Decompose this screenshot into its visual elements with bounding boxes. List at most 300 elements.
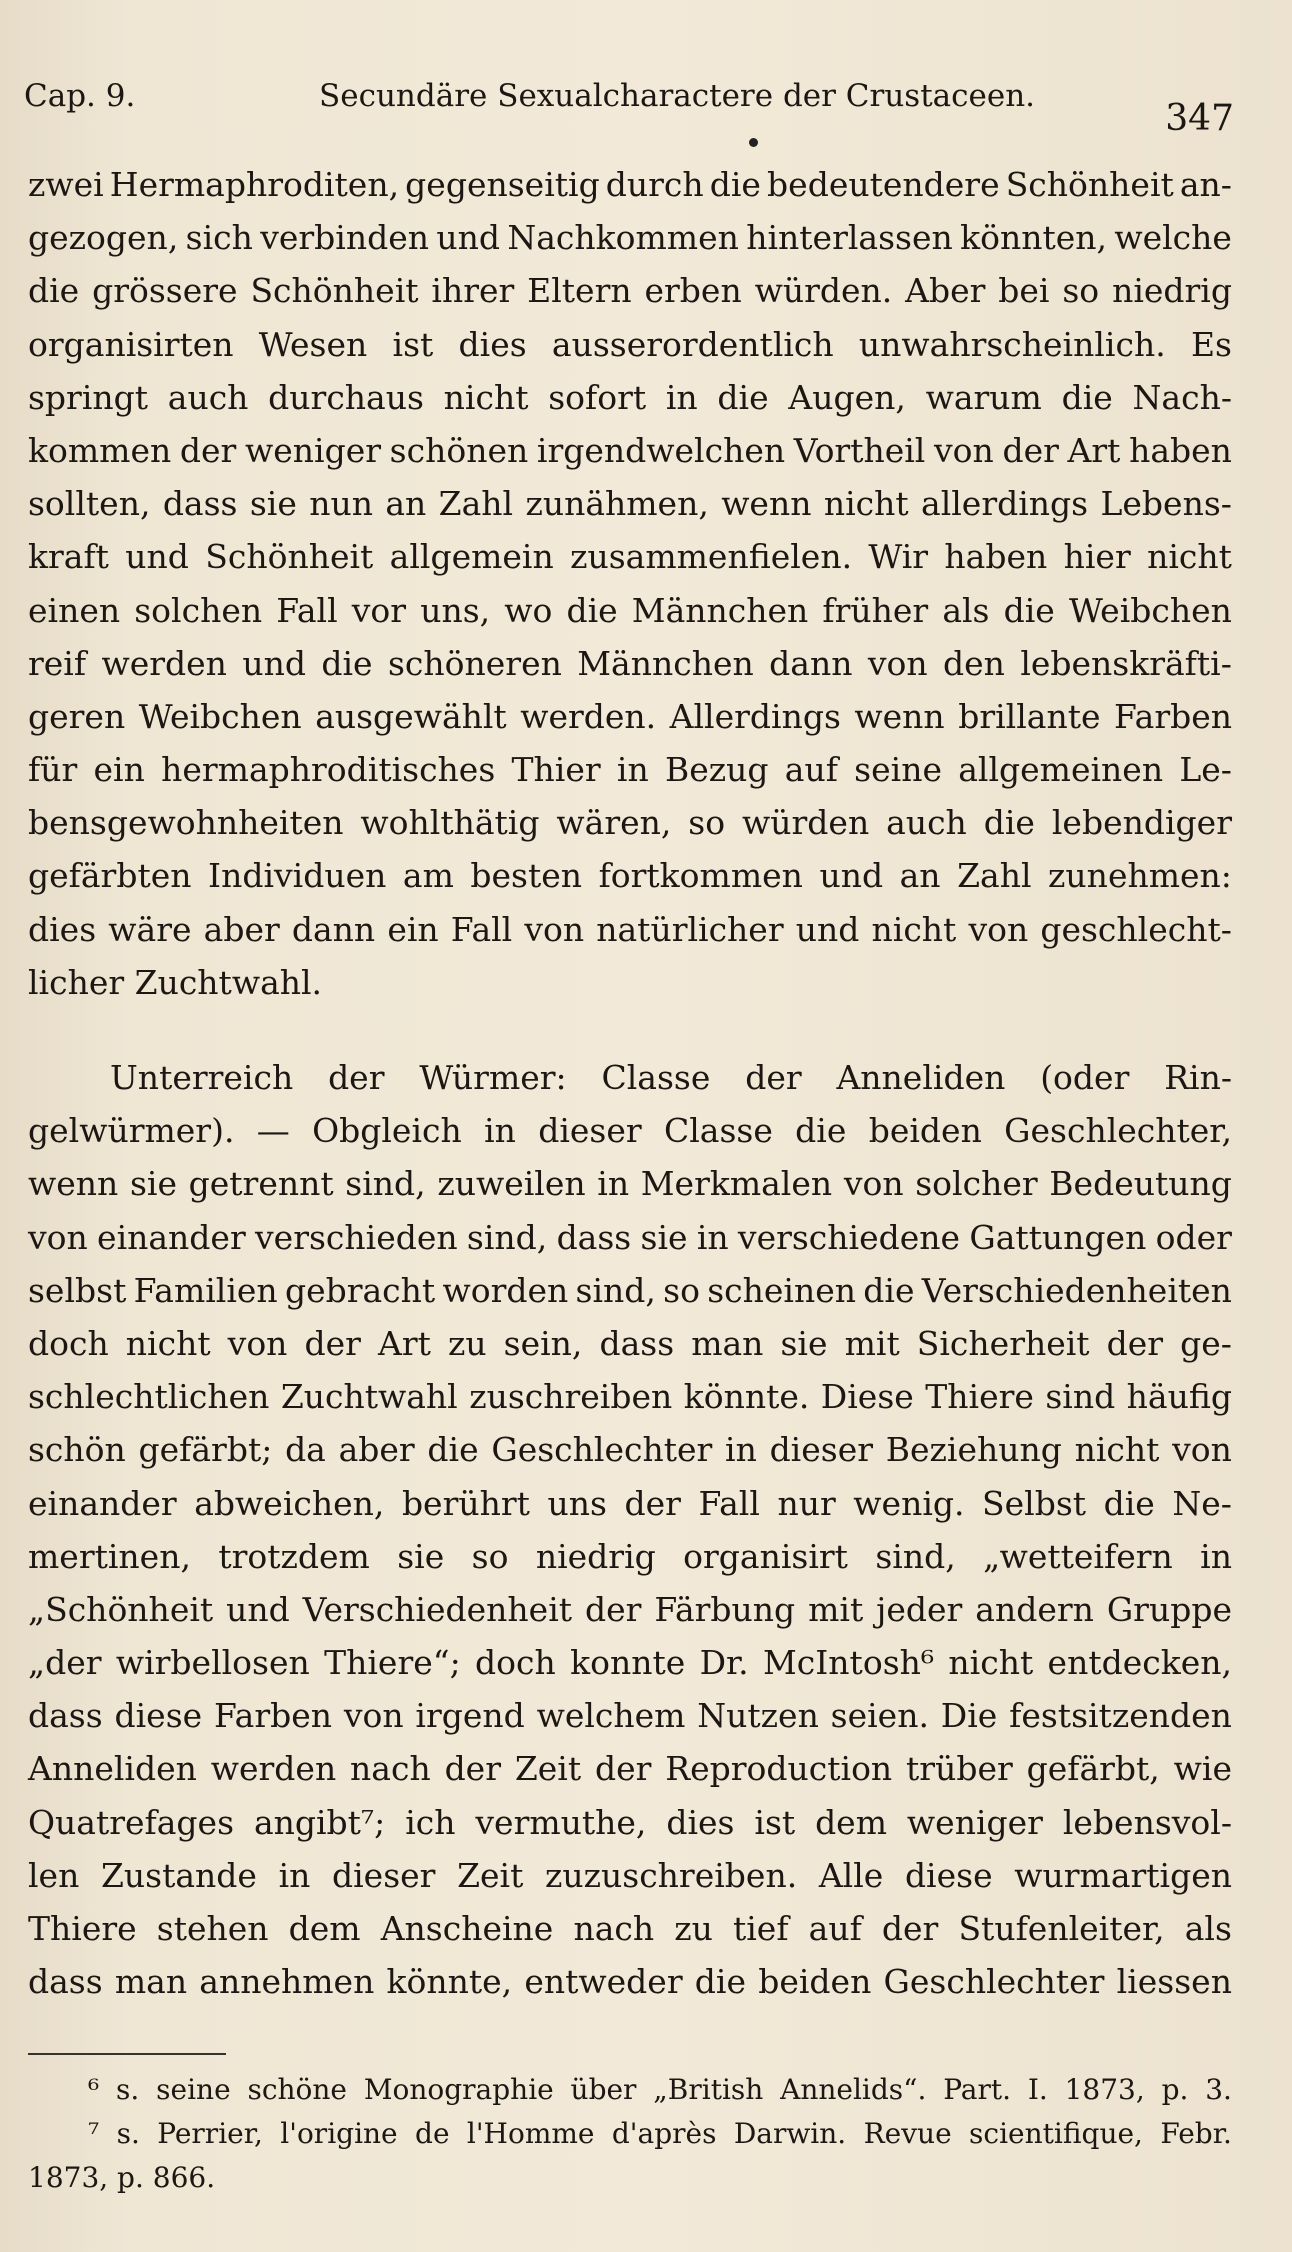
word: in xyxy=(484,1111,516,1151)
word: „wetteifern xyxy=(983,1536,1173,1576)
text-line xyxy=(28,1636,1232,1689)
word: von xyxy=(1172,1430,1232,1470)
word: so xyxy=(688,803,726,843)
word: Männchen xyxy=(577,643,754,683)
text-line xyxy=(28,903,1232,956)
word: nicht xyxy=(443,377,529,417)
paragraph-1 xyxy=(28,158,1232,1009)
text-line xyxy=(28,690,1232,743)
word: dann xyxy=(291,909,376,949)
word: l'origine xyxy=(280,2117,398,2150)
word: dem xyxy=(815,1802,888,1842)
word: Nachkommen xyxy=(507,218,739,258)
word: entweder xyxy=(524,1962,683,2002)
word: sie xyxy=(780,1323,828,1363)
word: wenn xyxy=(28,1164,119,1204)
word: geschlecht- xyxy=(1040,909,1232,949)
word: sie xyxy=(397,1536,445,1576)
word: Verschiedenheiten xyxy=(921,1270,1232,1310)
word: lebensvol- xyxy=(1062,1802,1232,1842)
word: der xyxy=(881,1909,939,1948)
word: bedeutendere xyxy=(767,165,1000,204)
word: ⁶ xyxy=(88,2073,100,2106)
word: als xyxy=(942,590,990,630)
word: ge- xyxy=(1180,1323,1232,1363)
word: Thier xyxy=(511,750,601,790)
word: beiden xyxy=(758,1962,872,2002)
word: nicht xyxy=(125,1323,211,1363)
word: Allerdings xyxy=(669,696,841,736)
word: in xyxy=(665,377,698,417)
word: werden xyxy=(101,643,227,683)
running-title: Secundäre Sexualcharactere der Crustaceen. xyxy=(319,78,1036,114)
word: seine xyxy=(854,750,942,790)
text-line xyxy=(28,477,1232,530)
word: der xyxy=(584,1589,642,1629)
word: „Schönheit xyxy=(28,1589,214,1629)
word: uns, xyxy=(420,590,491,630)
word: so xyxy=(1062,271,1100,311)
word: die xyxy=(28,271,80,311)
word: aber xyxy=(338,1430,415,1470)
word: zunähmen, xyxy=(525,484,709,524)
word: Thiere xyxy=(28,1909,137,1948)
word: Augen, xyxy=(788,377,906,417)
word: nicht xyxy=(823,484,909,524)
word: hier xyxy=(1063,537,1131,577)
word: die xyxy=(321,643,373,683)
word: Art xyxy=(1067,430,1121,470)
word: man xyxy=(691,1323,764,1363)
word: dies xyxy=(458,324,527,364)
word: man xyxy=(114,1962,188,2002)
word: von xyxy=(867,643,928,683)
word: würden. xyxy=(754,271,893,311)
word: Part. xyxy=(943,2073,1012,2106)
word: wenn xyxy=(854,696,945,736)
word: und xyxy=(125,537,189,577)
word: in xyxy=(278,1855,311,1895)
word: wurmartigen xyxy=(1014,1855,1232,1895)
word: nicht xyxy=(1074,1430,1160,1470)
word: auf xyxy=(784,750,838,790)
word: sind, xyxy=(875,1536,956,1576)
word: Fall xyxy=(276,590,338,630)
word: de xyxy=(415,2117,450,2150)
text-line xyxy=(28,1849,1232,1902)
word: ⁷ xyxy=(88,2117,100,2150)
word: Reproduction xyxy=(665,1749,893,1789)
word: dieser xyxy=(332,1855,436,1895)
word: Le- xyxy=(1179,750,1232,790)
word: lebendiger xyxy=(1051,803,1232,843)
word: festsitzenden xyxy=(1009,1696,1232,1736)
word: Nutzen xyxy=(697,1696,819,1736)
word: berührt xyxy=(401,1483,530,1523)
word: ich xyxy=(405,1802,456,1842)
word: Geschlechter, xyxy=(1004,1111,1232,1151)
section-heading-line xyxy=(28,1051,1232,1104)
text-line xyxy=(28,1742,1232,1795)
footnote-6 xyxy=(28,2068,1232,2112)
word: wären, xyxy=(556,803,672,843)
word: und xyxy=(436,218,501,258)
word: sie xyxy=(640,1217,688,1257)
word: p. xyxy=(1161,2073,1189,2106)
text-line xyxy=(28,1477,1232,1530)
word: wenn xyxy=(721,484,812,524)
word: seine xyxy=(156,2073,231,2106)
word: Alle xyxy=(818,1855,884,1895)
word: wohlthätig xyxy=(360,803,540,843)
word: Selbst xyxy=(982,1483,1087,1523)
word: Zustande xyxy=(100,1855,257,1895)
word: kommen xyxy=(28,430,172,470)
word: könnten, xyxy=(960,218,1107,258)
word: natürlicher xyxy=(596,909,784,949)
word: Fall xyxy=(698,1483,760,1523)
word: sie xyxy=(249,484,297,524)
word: Perrier, xyxy=(157,2117,263,2150)
word: auch xyxy=(167,377,249,417)
word: einander xyxy=(28,1483,177,1523)
word: am xyxy=(402,856,454,896)
word: die xyxy=(1061,377,1113,417)
word: „British xyxy=(653,2073,764,2106)
word: in xyxy=(725,1430,757,1470)
word: Männchen xyxy=(631,590,809,630)
word: 1873, xyxy=(1064,2073,1145,2106)
word: und xyxy=(226,1589,290,1629)
word: Anscheine xyxy=(380,1909,554,1948)
word: erben xyxy=(644,271,742,311)
word: l'Homme xyxy=(466,2117,595,2150)
word: niedrig xyxy=(1112,271,1232,311)
word: Schönheit xyxy=(1005,165,1174,204)
word: tief xyxy=(732,1909,789,1948)
word: als xyxy=(1184,1909,1232,1948)
word: vermuthe, xyxy=(475,1802,647,1842)
word: Classe xyxy=(601,1058,711,1097)
text-line xyxy=(28,637,1232,690)
word: lebenskräfti- xyxy=(1020,643,1232,683)
word: durch xyxy=(605,165,704,204)
word: besten xyxy=(470,856,583,896)
word: s. xyxy=(116,2073,140,2106)
word: Weibchen xyxy=(138,696,302,736)
word: ein xyxy=(93,750,145,790)
word: in xyxy=(597,1164,630,1204)
word: schönen xyxy=(389,430,529,470)
word: springt xyxy=(28,377,149,417)
page-number: 347 xyxy=(1165,98,1234,139)
word: Anneliden xyxy=(836,1058,1006,1097)
word: Die xyxy=(940,1696,998,1736)
word: sein, xyxy=(503,1323,583,1363)
word: ihrer xyxy=(431,271,515,311)
word: irgend xyxy=(415,1696,525,1736)
text-line xyxy=(28,1902,1232,1955)
word: beiden xyxy=(868,1111,982,1151)
chapter-label: Cap. 9. xyxy=(24,78,136,114)
word: Vortheil xyxy=(793,430,926,470)
word: dies xyxy=(666,1802,735,1842)
word: dass xyxy=(162,484,238,524)
word: haben xyxy=(1129,430,1232,470)
word: nicht xyxy=(871,909,957,949)
word: (oder xyxy=(1040,1058,1130,1097)
word: unwahrscheinlich. xyxy=(858,324,1166,364)
word: mertinen, xyxy=(28,1536,191,1576)
word: d'après xyxy=(611,2117,717,2150)
word: dem xyxy=(288,1909,361,1948)
word: dass xyxy=(28,1962,103,2002)
word: hermaphroditisches xyxy=(161,750,496,790)
word: für xyxy=(28,750,78,790)
word: Weibchen xyxy=(1068,590,1232,630)
word: geren xyxy=(28,696,126,736)
word: von xyxy=(343,1696,404,1736)
word: nun xyxy=(309,484,373,524)
word: entdecken, xyxy=(1047,1643,1232,1683)
word: allgemein xyxy=(389,537,554,577)
word: Schönheit xyxy=(250,271,419,311)
word: Schönheit xyxy=(205,537,374,577)
word: Zeit xyxy=(514,1749,582,1789)
word: sich xyxy=(185,218,253,258)
word: reif xyxy=(28,643,87,683)
word: dass xyxy=(599,1323,675,1363)
word: Färbung xyxy=(654,1589,796,1629)
word: da xyxy=(285,1430,326,1470)
paragraph-2 xyxy=(28,1051,1232,2008)
word: zuschreiben xyxy=(469,1377,673,1417)
word: fortkommen xyxy=(598,856,803,896)
text-line xyxy=(28,1157,1232,1210)
word: die xyxy=(427,1430,479,1470)
word: uns xyxy=(547,1483,607,1523)
word: den xyxy=(943,643,1005,683)
word: häufig xyxy=(1126,1377,1232,1417)
word: dieser xyxy=(538,1111,642,1151)
word: doch xyxy=(475,1643,556,1683)
word: schöne xyxy=(247,2073,347,2106)
word: sind, xyxy=(345,1164,426,1204)
word: der xyxy=(444,1749,501,1789)
word: so xyxy=(471,1536,509,1576)
word: gebracht xyxy=(284,1270,436,1310)
word: seien. xyxy=(830,1696,929,1736)
word: Hermaphroditen, xyxy=(109,165,400,204)
word: Geschlechter xyxy=(883,1962,1105,2002)
word: solchen xyxy=(134,590,263,630)
word: würden xyxy=(742,803,870,843)
text-line xyxy=(28,1264,1232,1317)
word: Thiere xyxy=(925,1377,1034,1417)
word: die xyxy=(795,1111,847,1151)
word: trüber xyxy=(906,1749,1013,1789)
word: organisirten xyxy=(28,324,234,364)
word: die xyxy=(983,803,1035,843)
word: Zuchtwahl xyxy=(280,1377,458,1417)
word: von xyxy=(934,430,994,470)
word: in xyxy=(696,1217,729,1257)
word: gegenseitig xyxy=(405,165,600,204)
word: organisirt xyxy=(683,1536,848,1576)
text-line xyxy=(28,1796,1232,1849)
word: Anneliden xyxy=(28,1749,197,1789)
text-line xyxy=(28,1955,1232,2008)
word: in xyxy=(1200,1536,1232,1576)
word: solcher xyxy=(915,1164,1038,1204)
word: Geschlechter xyxy=(491,1430,713,1470)
word: mit xyxy=(844,1323,900,1363)
word: Würmer: xyxy=(419,1058,567,1097)
word: Bedeutung xyxy=(1049,1164,1232,1204)
word: Monographie xyxy=(363,2073,554,2106)
word: weniger xyxy=(906,1802,1043,1842)
word: sind, xyxy=(575,1270,656,1310)
word: die xyxy=(1003,590,1055,630)
word: von xyxy=(968,909,1029,949)
word: über xyxy=(570,2073,637,2106)
word: der xyxy=(594,1749,652,1789)
word: wirbellosen xyxy=(115,1643,310,1683)
word: stehen xyxy=(156,1909,269,1948)
word: grössere xyxy=(92,271,238,311)
word: so xyxy=(663,1270,700,1310)
word: McIntosh⁶ xyxy=(763,1643,935,1683)
word: früher xyxy=(822,590,929,630)
word: brillante xyxy=(958,696,1101,736)
word: trotzdem xyxy=(218,1536,370,1576)
word: sofort xyxy=(548,377,647,417)
word: Verschiedenheit xyxy=(302,1589,573,1629)
word: einen xyxy=(28,590,121,630)
word: Gattungen xyxy=(969,1217,1147,1257)
word: wenig. xyxy=(853,1483,965,1523)
word: gezogen, xyxy=(28,218,179,258)
word: nach xyxy=(350,1749,431,1789)
word: der xyxy=(304,1323,361,1363)
word: sie xyxy=(129,1164,177,1204)
word: I. xyxy=(1027,2073,1048,2106)
word: könnte, xyxy=(386,1962,513,2002)
text-line xyxy=(28,424,1232,477)
word: die xyxy=(717,377,769,417)
word: schön xyxy=(28,1430,126,1470)
word: und xyxy=(795,909,860,949)
word: auf xyxy=(808,1909,862,1948)
word: verschiedene xyxy=(737,1217,961,1257)
word: ausserordentlich xyxy=(551,324,834,364)
word: welchem xyxy=(536,1696,686,1736)
footnote-7 xyxy=(28,2112,1232,2156)
word: irgendwelchen xyxy=(536,430,786,470)
word: 3. xyxy=(1205,2073,1232,2106)
word: bei xyxy=(998,271,1050,311)
word: ein xyxy=(387,909,439,949)
word: Fall xyxy=(450,909,513,949)
word: wo xyxy=(504,590,553,630)
word: Diese xyxy=(820,1377,914,1417)
word: nicht xyxy=(1147,537,1232,577)
word: Sicherheit xyxy=(916,1323,1090,1363)
word: Individuen xyxy=(208,856,387,896)
word: Stufenleiter, xyxy=(958,1909,1165,1948)
ink-dot xyxy=(749,138,758,147)
text-line xyxy=(28,158,1232,211)
word: Merkmalen xyxy=(640,1164,833,1204)
word: Farben xyxy=(1113,696,1232,736)
word: sind xyxy=(1045,1377,1116,1417)
word: angibt⁷; xyxy=(253,1802,386,1842)
word: der xyxy=(1106,1323,1164,1363)
word: dass xyxy=(556,1217,632,1257)
word: von xyxy=(227,1323,288,1363)
text-line: licher Zuchtwahl. xyxy=(28,962,323,1002)
body-text xyxy=(28,158,1232,2008)
text-line xyxy=(28,1370,1232,1423)
word: die xyxy=(694,1962,747,2002)
word: von xyxy=(28,1217,88,1257)
word: jeder xyxy=(876,1589,963,1629)
word: Farben xyxy=(213,1696,332,1736)
text-line xyxy=(28,371,1232,424)
word: niedrig xyxy=(535,1536,656,1576)
word: die xyxy=(863,1270,915,1310)
word: zuzuschreiben. xyxy=(544,1855,798,1895)
word: Ne- xyxy=(1172,1483,1232,1523)
word: zusammenfielen. xyxy=(570,537,853,577)
word: worden xyxy=(442,1270,569,1310)
word: Art xyxy=(378,1323,431,1363)
word: Rin- xyxy=(1164,1058,1232,1097)
word: zwei xyxy=(28,165,104,204)
word: Familien xyxy=(133,1270,278,1310)
word: abweichen, xyxy=(194,1483,385,1523)
text-line xyxy=(28,849,1232,902)
word: ist xyxy=(754,1802,796,1842)
word: gefärbt, xyxy=(1026,1749,1160,1789)
word: getrennt xyxy=(188,1164,334,1204)
word: diese xyxy=(904,1855,993,1895)
word: oder xyxy=(1155,1217,1232,1257)
word: der xyxy=(179,430,237,470)
word: Thiere“; xyxy=(324,1643,461,1683)
footnote-7-continued: 1873, p. 866. xyxy=(28,2161,216,2194)
word: Febr. xyxy=(1160,2117,1232,2150)
word: scheinen xyxy=(707,1270,857,1310)
word: Beziehung xyxy=(885,1430,1062,1470)
word: der xyxy=(745,1058,802,1097)
word: wäre xyxy=(108,909,192,949)
text-line xyxy=(28,1317,1232,1370)
footnote-rule xyxy=(28,2053,226,2055)
word: werden. xyxy=(520,696,657,736)
word: diese xyxy=(114,1696,203,1736)
word: kraft xyxy=(28,537,109,577)
word: andern xyxy=(975,1589,1094,1629)
word: zu xyxy=(674,1909,713,1948)
word: liessen xyxy=(1116,1962,1232,2002)
word: Zeit xyxy=(457,1855,524,1895)
word: schöneren xyxy=(387,643,562,683)
word: allgemeinen xyxy=(958,750,1164,790)
word: dass xyxy=(28,1696,103,1736)
word: an xyxy=(385,484,427,524)
word: dieser xyxy=(769,1430,874,1470)
